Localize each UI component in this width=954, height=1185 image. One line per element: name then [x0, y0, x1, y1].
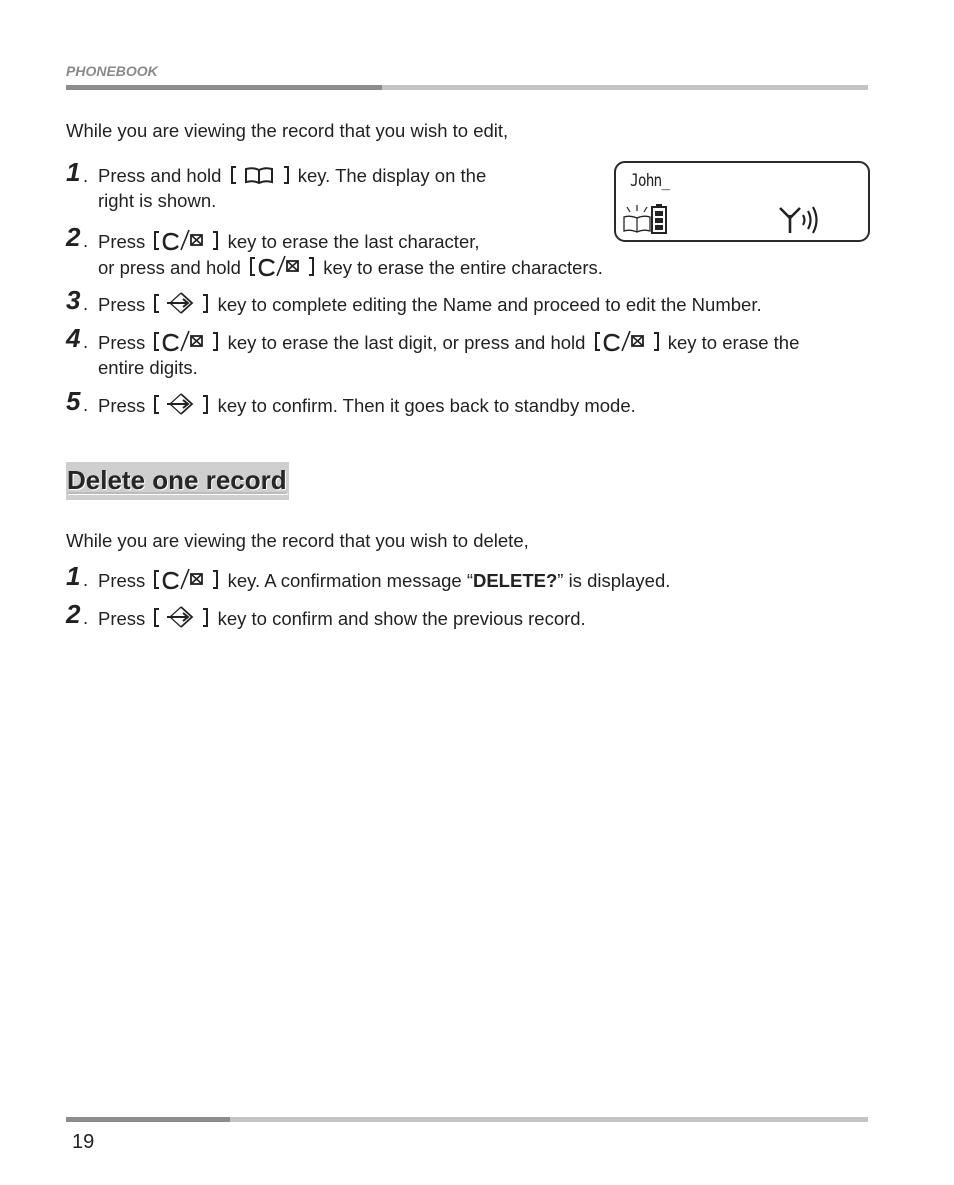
step-text: Press — [98, 395, 146, 416]
step-text: key to complete editing the Name and proceed to edit the Number. — [217, 294, 762, 315]
step-text: key to confirm. Then it goes back to standby mode. — [217, 395, 636, 416]
step-text: key. The display on the — [297, 165, 487, 186]
heading-text: Delete one record — [67, 465, 287, 495]
clear-mute-key-icon — [151, 228, 221, 252]
step-text: Press and hold — [98, 165, 222, 186]
step-number: 3 — [66, 285, 81, 315]
signal-antenna-icon — [778, 205, 820, 235]
handset-display — [614, 161, 870, 242]
section-heading — [66, 462, 289, 500]
step-text: Press — [98, 608, 146, 629]
clear-mute-key-icon — [592, 329, 662, 353]
delete-intro: While you are viewing the record that you wish to delete, — [66, 530, 529, 551]
step-text: key to erase the — [667, 332, 800, 353]
header-rule — [66, 85, 868, 90]
step-text: entire digits. — [98, 357, 198, 378]
page-number: 19 — [72, 1131, 95, 1153]
step-text: key to erase the last digit, or press and hold — [227, 332, 586, 353]
step-number: 5 — [66, 386, 81, 416]
step-text: key. A confirmation message “ — [227, 570, 473, 591]
section-label: PHONEBOOK — [66, 63, 158, 79]
message-text: DELETE? — [472, 570, 558, 591]
step-number: 1 — [66, 157, 81, 187]
step-number: 4 — [66, 323, 81, 353]
clear-mute-key-icon — [151, 329, 221, 353]
display-text: John_ — [630, 171, 670, 191]
ok-arrow-key-icon — [151, 605, 211, 629]
edit-intro: While you are viewing the record that you wish to edit, — [66, 120, 509, 141]
step-text: right is shown. — [98, 190, 217, 211]
phonebook-key-icon — [228, 164, 292, 186]
footer-rule — [66, 1117, 868, 1122]
step-text: key to confirm and show the previous record. — [217, 608, 586, 629]
step-text: key to erase the last character, — [227, 231, 480, 252]
step-text: Press — [98, 294, 146, 315]
ok-arrow-key-icon — [151, 392, 211, 416]
step-text: ” is displayed. — [557, 570, 671, 591]
ok-arrow-key-icon — [151, 291, 211, 315]
step-number: 1 — [66, 561, 81, 591]
step-text: Press — [98, 332, 146, 353]
step-number: 2 — [66, 222, 81, 252]
clear-mute-key-icon — [247, 254, 317, 278]
battery-icon — [650, 203, 668, 235]
step-text: Press — [98, 231, 146, 252]
clear-mute-key-icon — [151, 567, 221, 591]
step-text: key to erase the entire characters. — [323, 257, 603, 278]
step-text: Press — [98, 570, 146, 591]
step-text: or press and hold — [98, 257, 241, 278]
step-number: 2 — [66, 599, 81, 629]
